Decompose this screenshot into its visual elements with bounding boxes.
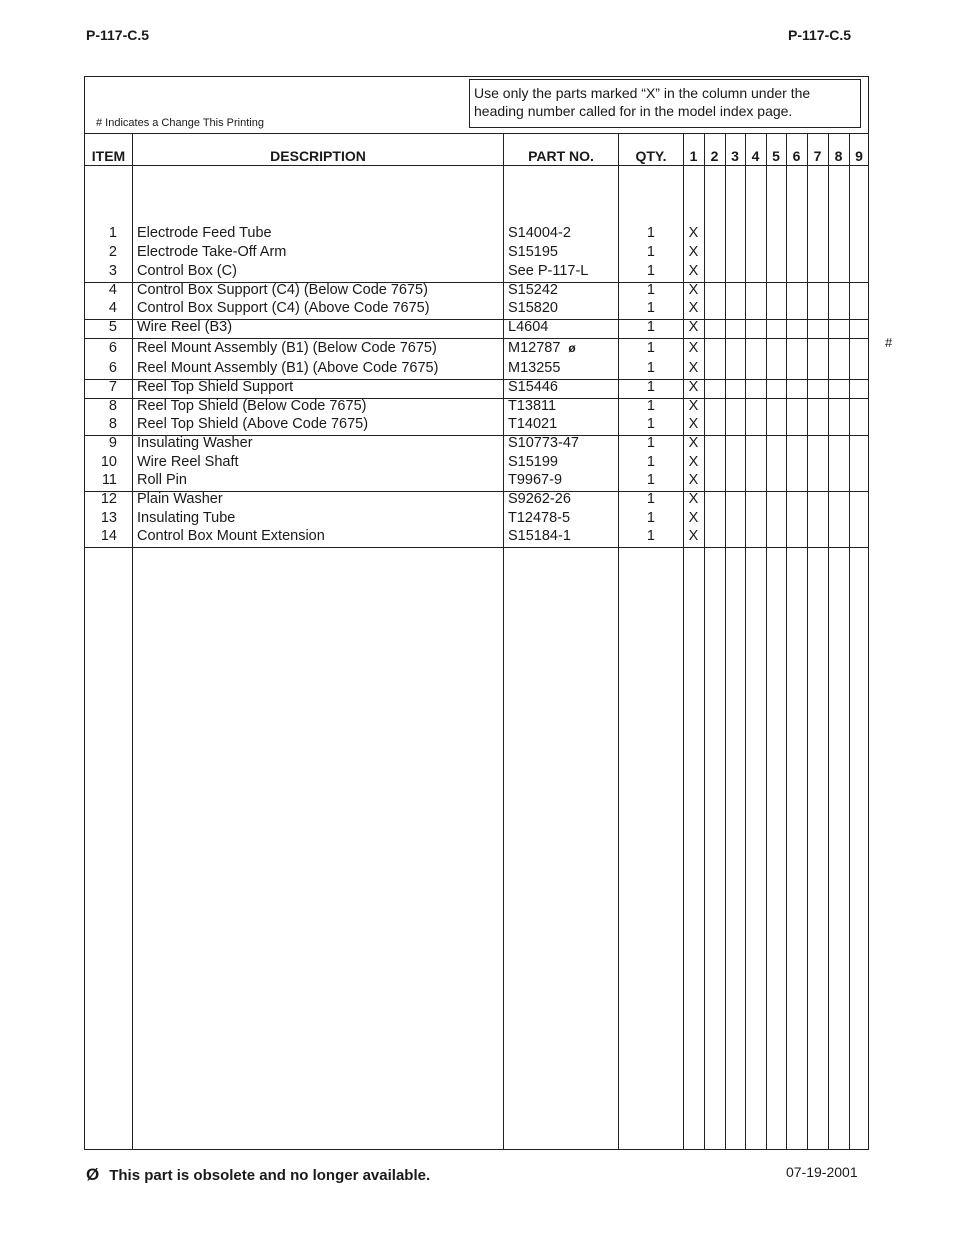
- model-column-divider: [828, 133, 829, 1150]
- row-description: Control Box Support (C4) (Below Code 7675): [137, 282, 428, 298]
- row-model-1-mark: X: [688, 282, 699, 298]
- row-quantity: 1: [646, 340, 655, 356]
- model-column-divider: [704, 133, 705, 1150]
- row-description: Control Box (C): [137, 263, 237, 279]
- row-quantity: 1: [646, 282, 655, 298]
- row-description: Electrode Take-Off Arm: [137, 244, 287, 260]
- row-model-1-mark: X: [688, 510, 699, 526]
- row-model-1-mark: X: [688, 300, 699, 316]
- column-header-qty: QTY.: [635, 148, 667, 164]
- page-code-left: P-117-C.5: [86, 27, 150, 43]
- column-header-model-6: 6: [792, 148, 801, 164]
- row-description: Insulating Washer: [137, 435, 253, 451]
- row-model-1-mark: X: [688, 435, 699, 451]
- row-model-1-mark: X: [688, 454, 699, 470]
- row-item-number: 4: [108, 300, 117, 316]
- change-marker: #: [885, 335, 893, 350]
- row-part-number: M13255: [508, 360, 561, 376]
- row-quantity: 1: [646, 454, 655, 470]
- row-item-number: 3: [108, 263, 117, 279]
- row-part-number: See P-117-L: [508, 263, 589, 279]
- row-model-1-mark: X: [688, 491, 699, 507]
- obsolete-note: This part is obsolete and no longer available.: [109, 1167, 431, 1184]
- model-column-divider: [849, 133, 850, 1150]
- row-part-number: T9967-9: [508, 472, 563, 488]
- row-description: Roll Pin: [137, 472, 187, 488]
- row-description: Reel Top Shield (Above Code 7675): [137, 416, 369, 432]
- row-model-1-mark: X: [688, 244, 699, 260]
- column-header-description: DESCRIPTION: [270, 148, 366, 164]
- row-item-number: 12: [100, 491, 117, 507]
- column-header-part-no: PART NO.: [528, 148, 594, 164]
- row-quantity: 1: [646, 244, 655, 260]
- row-item-number: 11: [101, 472, 117, 488]
- row-part-number: L4604: [508, 319, 549, 335]
- obsolete-symbol: Ø: [86, 1165, 100, 1184]
- column-header-model-7: 7: [813, 148, 822, 164]
- row-model-1-mark: X: [688, 225, 699, 241]
- row-model-1-mark: X: [688, 528, 699, 544]
- model-column-divider: [745, 133, 746, 1150]
- row-item-number: 2: [108, 244, 117, 260]
- column-header-model-1: 1: [689, 148, 698, 164]
- row-description: Electrode Feed Tube: [137, 225, 272, 241]
- row-description: Plain Washer: [137, 491, 223, 507]
- header-divider: [84, 133, 869, 134]
- column-header-model-5: 5: [772, 148, 780, 164]
- change-legend: # Indicates a Change This Printing: [96, 117, 264, 129]
- row-quantity: 1: [646, 319, 655, 335]
- row-description: Reel Top Shield Support: [137, 379, 294, 395]
- row-part-number: S15199: [508, 454, 558, 470]
- print-date: 07-19-2001: [786, 1164, 858, 1180]
- row-quantity: 1: [646, 510, 655, 526]
- model-column-divider: [786, 133, 787, 1150]
- row-part-number: S15820: [508, 300, 558, 316]
- row-part-number: T12478-5: [508, 510, 571, 526]
- row-part-number: S15242: [508, 282, 558, 298]
- row-model-1-mark: X: [688, 319, 699, 335]
- row-description: Reel Mount Assembly (B1) (Above Code 7675): [137, 360, 439, 376]
- row-model-1-mark: X: [688, 340, 699, 356]
- row-description: Reel Mount Assembly (B1) (Below Code 7675): [137, 340, 437, 356]
- column-header-model-8: 8: [834, 148, 843, 164]
- model-column-divider: [766, 133, 767, 1150]
- row-item-number: 8: [108, 398, 117, 414]
- row-quantity: 1: [646, 416, 655, 432]
- row-item-number: 13: [100, 510, 117, 526]
- model-column-divider: [725, 133, 726, 1150]
- row-model-1-mark: X: [688, 472, 699, 488]
- row-part-number: S15195: [508, 244, 558, 260]
- obsolete-footnote: [86, 1165, 430, 1185]
- row-description: Wire Reel (B3): [137, 319, 233, 335]
- row-model-1-mark: X: [688, 416, 699, 432]
- row-quantity: 1: [646, 398, 655, 414]
- row-item-number: 6: [108, 360, 117, 376]
- row-description: Control Box Mount Extension: [137, 528, 325, 544]
- row-item-number: 8: [108, 416, 117, 432]
- page-code-right: P-117-C.5: [788, 27, 852, 43]
- row-item-number: 7: [108, 379, 117, 395]
- column-divider: [503, 133, 504, 1150]
- row-description: Reel Top Shield (Below Code 7675): [137, 398, 367, 414]
- row-part-number: S14004-2: [508, 225, 571, 241]
- row-item-number: 5: [108, 319, 117, 335]
- row-model-1-mark: X: [688, 379, 699, 395]
- row-item-number: 14: [100, 528, 117, 544]
- row-quantity: 1: [646, 379, 655, 395]
- row-model-1-mark: X: [688, 398, 699, 414]
- column-divider: [132, 133, 133, 1150]
- row-quantity: 1: [646, 360, 655, 376]
- column-header-model-4: 4: [751, 148, 760, 164]
- column-header-model-3: 3: [731, 148, 739, 164]
- row-item-number: 6: [108, 340, 117, 356]
- row-description: Control Box Support (C4) (Above Code 7675): [137, 300, 430, 316]
- row-description: Wire Reel Shaft: [137, 454, 239, 470]
- row-part-number: S9262-26: [508, 491, 571, 507]
- instructions-box: Use only the parts marked “X” in the column under the heading number called for in the model index page.: [469, 79, 861, 128]
- row-part-number: M12787 ø: [508, 340, 576, 356]
- row-description: Insulating Tube: [137, 510, 236, 526]
- row-quantity: 1: [646, 300, 655, 316]
- model-column-divider: [807, 133, 808, 1150]
- column-header-model-2: 2: [710, 148, 719, 164]
- row-model-1-mark: X: [688, 360, 699, 376]
- row-quantity: 1: [646, 263, 655, 279]
- row-part-number: T13811: [508, 398, 557, 414]
- row-part-number: S15446: [508, 379, 558, 395]
- row-item-number: 9: [108, 435, 117, 451]
- column-header-item: ITEM: [91, 148, 126, 164]
- row-item-number: 1: [108, 225, 117, 241]
- row-quantity: 1: [646, 225, 655, 241]
- row-part-number: T14021: [508, 416, 558, 432]
- row-part-number: S15184-1: [508, 528, 571, 544]
- row-model-1-mark: X: [688, 263, 699, 279]
- row-item-number: 10: [100, 454, 117, 470]
- row-quantity: 1: [646, 435, 655, 451]
- row-group-separator: [84, 547, 869, 548]
- row-quantity: 1: [646, 491, 655, 507]
- column-header-divider: [84, 165, 869, 166]
- obsolete-symbol: ø: [568, 341, 576, 355]
- row-part-number: S10773-47: [508, 435, 579, 451]
- row-quantity: 1: [646, 472, 655, 488]
- row-item-number: 4: [108, 282, 117, 298]
- column-header-model-9: 9: [855, 148, 863, 164]
- row-quantity: 1: [646, 528, 655, 544]
